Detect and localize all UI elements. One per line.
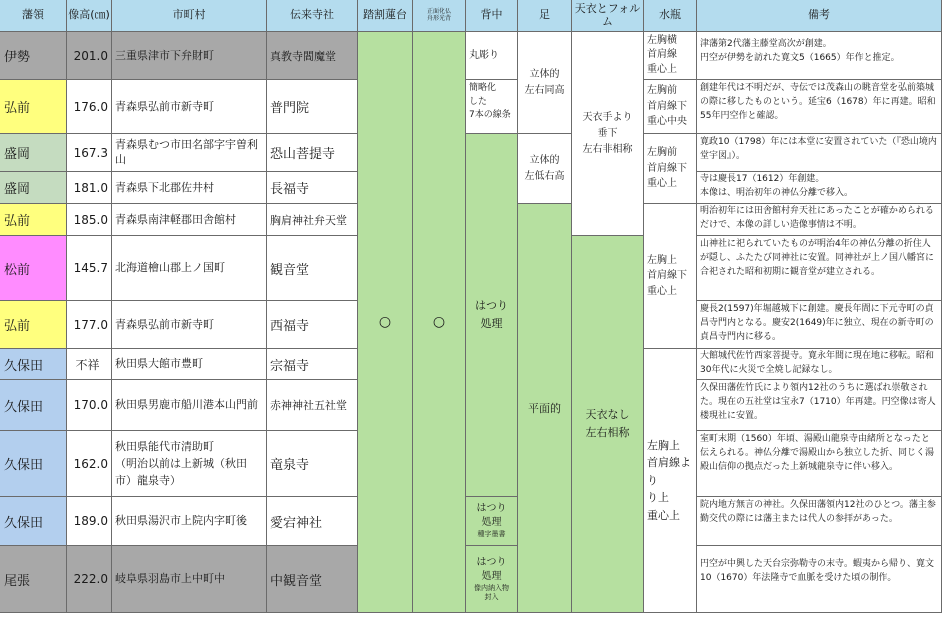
row-location: 三重県津市下弁財町 xyxy=(112,32,267,80)
row-height: 176.0 xyxy=(67,80,112,134)
header-feet: 足 xyxy=(518,0,572,32)
back-cell xyxy=(466,497,518,546)
row-note: 創建年代は不明だが、寺伝では茂森山の眺音堂を弘前築城の際に移したものという。延宝6（1678）年に再建。昭和55年円空作と確認。 xyxy=(697,80,942,134)
vase-cell: 左胸前 首肩線下 重心中央 xyxy=(644,80,697,134)
row-temple: 西福寺 xyxy=(267,301,358,349)
row-temple: 長福寺 xyxy=(267,172,358,204)
row-han: 松前 xyxy=(0,236,67,301)
back-cell: 丸彫り xyxy=(466,32,518,80)
lotus-mark: ○ xyxy=(358,32,413,613)
row-temple: 観音堂 xyxy=(267,236,358,301)
header-back: 背中 xyxy=(466,0,518,32)
row-han: 尾張 xyxy=(0,546,67,613)
row-location: 青森県弘前市新寺町 xyxy=(112,80,267,134)
vase-cell: 左胸上 首肩線より り上 重心上 xyxy=(644,349,697,613)
row-han: 弘前 xyxy=(0,301,67,349)
row-height: 181.0 xyxy=(67,172,112,204)
row-note: 慶長2(1597)年堀越城下に創建。慶長年間に下元寺町の貞昌寺門内となる。慶安2(1649)年に独立、現在の新寺町の貞昌寺門内に移る。 xyxy=(697,301,942,349)
row-height: 不祥 xyxy=(67,349,112,380)
row-temple: 真教寺閻魔堂 xyxy=(267,32,358,80)
header-buddha: 正面化仏 舟形光背 xyxy=(413,0,466,32)
feet-cell: 立体的 左低右高 xyxy=(518,134,572,204)
row-height: 162.0 xyxy=(67,431,112,497)
row-temple: 胸肩神社弁天堂 xyxy=(267,204,358,236)
row-note: 円空が中興した天台宗弥勒寺の末寺。蝦夷から帰り、寛文10（1670）年法隆寺で血脈を受けた頃の制作。 xyxy=(697,546,942,613)
row-han: 伊勢 xyxy=(0,32,67,80)
row-temple: 中観音堂 xyxy=(267,546,358,613)
row-height: 189.0 xyxy=(67,497,112,546)
row-han: 久保田 xyxy=(0,497,67,546)
row-height: 185.0 xyxy=(67,204,112,236)
row-note: 室町末期（1560）年頃、湯殿山龍泉寺由緒所となったと伝えられる。神仏分離で湯殿山から独立した折、同じく湯殿山信仰の拠点だった上新城龍泉寺に伴い移入。 xyxy=(697,431,942,497)
header-vase: 水瓶 xyxy=(644,0,697,32)
header-han: 藩領 xyxy=(0,0,67,32)
row-location: 秋田県大館市豊町 xyxy=(112,349,267,380)
row-location: 秋田県能代市清助町 （明治以前は上新城（秋田市）龍泉寺） xyxy=(112,431,267,497)
row-location: 秋田県湯沢市上院内字町後 xyxy=(112,497,267,546)
back-cell xyxy=(466,546,518,613)
header-temple: 伝来寺社 xyxy=(267,0,358,32)
row-location: 青森県南津軽郡田舎館村 xyxy=(112,204,267,236)
back-cell: 簡略化 した 7本の線条 xyxy=(466,80,518,134)
feet-cell: 立体的 左右同高 xyxy=(518,32,572,134)
row-temple: 竜泉寺 xyxy=(267,431,358,497)
row-location: 青森県弘前市新寺町 xyxy=(112,301,267,349)
back-text: はつり 処理 xyxy=(476,503,507,529)
row-han: 久保田 xyxy=(0,349,67,380)
row-han: 久保田 xyxy=(0,431,67,497)
row-location: 青森県むつ市田名部字宇曽利山 xyxy=(112,134,267,172)
row-note: 山神社に祀られていたものが明治4年の神仏分離の折住人が隠し、ふたたび同神社に安置。同神社が上ノ国八幡宮に合祀された昭和初期に観音堂が建立される。 xyxy=(697,236,942,301)
row-height: 201.0 xyxy=(67,32,112,80)
back-sub: 像内納入物 封入 xyxy=(474,583,509,601)
row-height: 177.0 xyxy=(67,301,112,349)
vase-cell: 左胸上 首肩線下 重心上 xyxy=(644,204,697,349)
robe-cell: 天衣手より 垂下 左右非相称 xyxy=(572,32,644,236)
row-temple: 愛宕神社 xyxy=(267,497,358,546)
row-location: 北海道檜山郡上ノ国町 xyxy=(112,236,267,301)
row-height: 167.3 xyxy=(67,134,112,172)
robe-cell: 天衣なし 左右相称 xyxy=(572,236,644,613)
row-temple: 恐山菩提寺 xyxy=(267,134,358,172)
row-temple: 赤神神社五社堂 xyxy=(267,380,358,431)
row-han: 盛岡 xyxy=(0,172,67,204)
row-note: 院内地方無言の神社。久保田藩領内12社のひとつ。藩主参勤交代の際には藩主または代人の参拝があった。 xyxy=(697,497,942,546)
back-text: はつり 処理 xyxy=(476,556,507,582)
row-temple: 普門院 xyxy=(267,80,358,134)
row-note: 津藩第2代藩主藤堂高次が創建。 円空が伊勢を訪れた寛文5（1665）年作と推定。 xyxy=(697,32,942,80)
row-height: 145.7 xyxy=(67,236,112,301)
back-sub: 種字墨書 xyxy=(477,530,506,539)
header-height: 像高(㎝) xyxy=(67,0,112,32)
row-note: 大館城代佐竹西家菩提寺。寛永年間に現在地に移転。昭和30年代に火災で全焼し記録なし。 xyxy=(697,349,942,380)
row-note: 明治初年には田舎館村弁天社にあったことが確かめられるだけで、本像の詳しい造像事情は不明。 xyxy=(697,204,942,236)
row-location: 岐阜県羽島市上中町中 xyxy=(112,546,267,613)
row-note: 寺は慶長17（1612）年創建。 本像は、明治初年の神仏分離で移入。 xyxy=(697,172,942,204)
back-cell: はつり 処理 xyxy=(466,134,518,497)
row-han: 盛岡 xyxy=(0,134,67,172)
header-notes: 備考 xyxy=(697,0,942,32)
row-note: 寛政10（1798）年には本堂に安置されていた（『恐山境内堂宇図』）。 xyxy=(697,134,942,172)
header-robe: 天衣とフォルム xyxy=(572,0,644,32)
row-han: 久保田 xyxy=(0,380,67,431)
row-temple: 宗福寺 xyxy=(267,349,358,380)
row-han: 弘前 xyxy=(0,204,67,236)
vase-cell: 左胸前 首肩線下 重心上 xyxy=(644,134,697,204)
row-han: 弘前 xyxy=(0,80,67,134)
header-location: 市町村 xyxy=(112,0,267,32)
row-height: 222.0 xyxy=(67,546,112,613)
row-location: 秋田県男鹿市船川港本山門前 xyxy=(112,380,267,431)
row-note: 久保田藩佐竹氏により領内12社のうちに選ばれ崇敬された。現在の五社堂は宝永7（1710）年再建。円空像は寄人楼現社に安置。 xyxy=(697,380,942,431)
feet-cell: 平面的 xyxy=(518,204,572,613)
header-lotus: 踏割蓮台 xyxy=(358,0,413,32)
vase-cell: 左胸横 首肩線 重心上 xyxy=(644,32,697,80)
row-location: 青森県下北郡佐井村 xyxy=(112,172,267,204)
row-height: 170.0 xyxy=(67,380,112,431)
buddha-mark: ○ xyxy=(413,32,466,613)
